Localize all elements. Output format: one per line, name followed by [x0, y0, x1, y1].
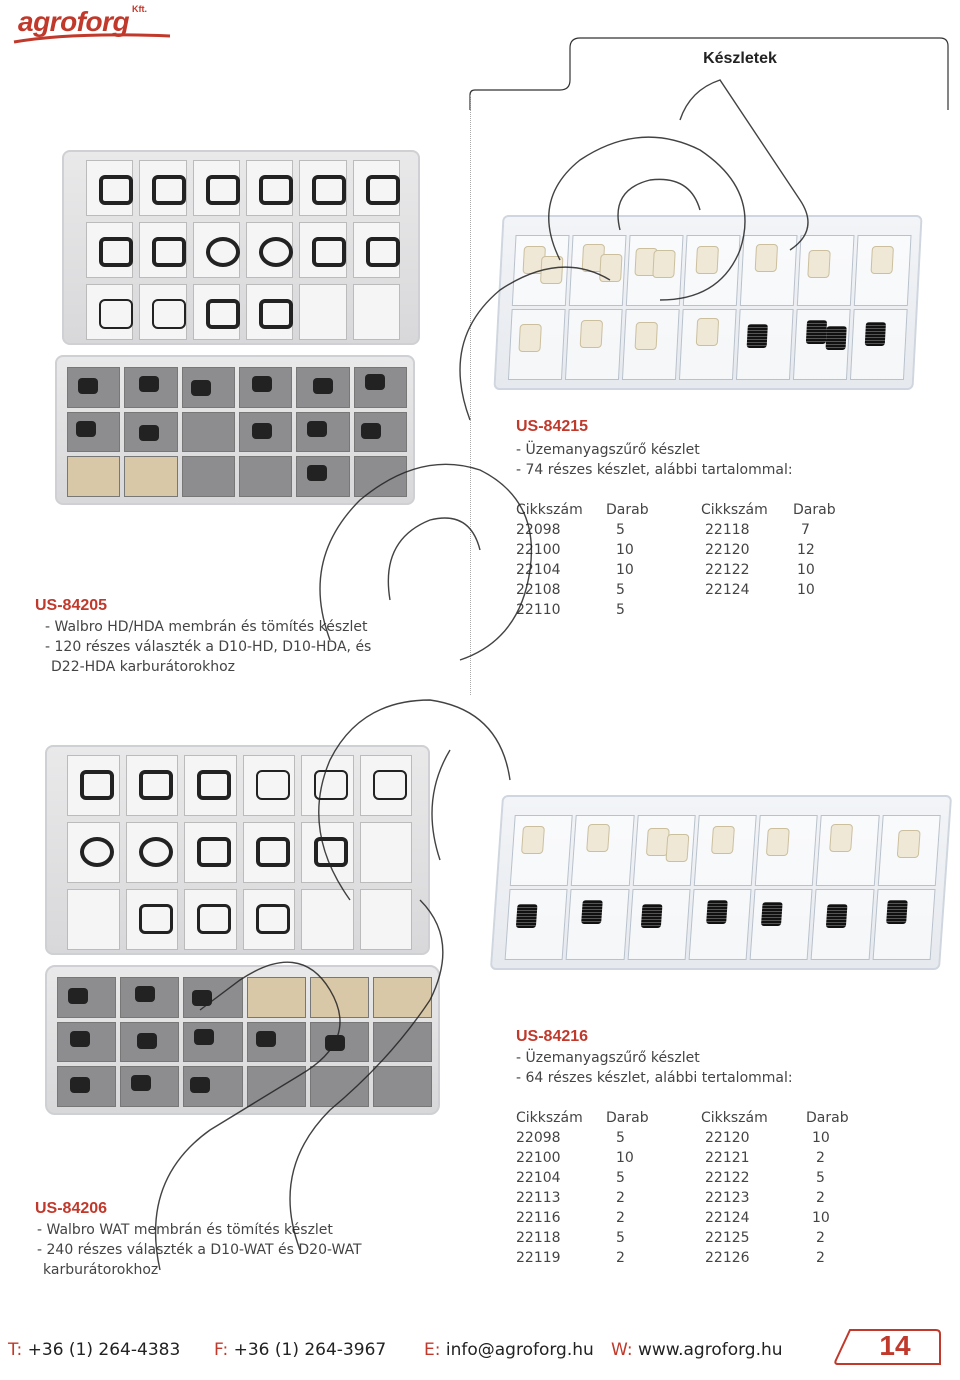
description-line: - Üzemanyagszűrő készlet [516, 442, 700, 458]
web-key: W: [611, 1340, 633, 1360]
table-cell: 2 [616, 1250, 625, 1266]
table-cell: 2 [816, 1230, 825, 1246]
fuel-filter-kit-64-photo [490, 795, 952, 970]
table-row [516, 1128, 866, 1148]
gasket-card [139, 222, 186, 278]
table-cell: 10 [812, 1130, 830, 1146]
table-cell: 22100 [516, 542, 561, 558]
product-description [35, 1220, 362, 1280]
email-key: E: [424, 1340, 441, 1360]
fax-value: +36 (1) 264-3967 [233, 1340, 387, 1360]
gasket-card [299, 160, 346, 216]
column-header: Cikkszám [701, 502, 768, 518]
column-divider [470, 95, 471, 695]
table-cell: 22122 [705, 1170, 750, 1186]
product-code: US-84216 [516, 1028, 589, 1045]
table-cell: 22119 [516, 1250, 561, 1266]
description-line: - 240 részes választék a D10-WAT és D20-WAT [37, 1242, 362, 1258]
gasket-card [353, 222, 400, 278]
table-cell: 5 [616, 1130, 625, 1146]
gasket-card [139, 160, 186, 216]
table-row [516, 560, 853, 580]
footer-phone [8, 1340, 180, 1360]
gasket-card [299, 222, 346, 278]
table-row [516, 600, 853, 620]
gasket-card [299, 284, 346, 340]
description-line: - Üzemanyagszűrő készlet [516, 1050, 700, 1066]
gasket-card [246, 222, 293, 278]
brand-name: agroforg [18, 6, 130, 37]
product-code: US-84215 [516, 418, 589, 435]
table-cell: 10 [812, 1210, 830, 1226]
table-cell: 10 [616, 1150, 634, 1166]
description-line: karburátorokhoz [43, 1262, 159, 1278]
table-cell: 22110 [516, 602, 561, 618]
brand-suffix: Kft. [132, 4, 147, 14]
column-header: Cikkszám [516, 502, 583, 518]
gasket-card [353, 160, 400, 216]
table-cell: 2 [816, 1190, 825, 1206]
table-cell: 22120 [705, 542, 750, 558]
category-tab-frame [0, 0, 960, 110]
column-header: Darab [806, 1110, 849, 1126]
table-cell: 5 [616, 1230, 625, 1246]
table-cell: 10 [616, 562, 634, 578]
product-description [516, 440, 793, 480]
gasket-card [86, 160, 133, 216]
table-cell: 22123 [705, 1190, 750, 1206]
table-cell: 10 [797, 562, 815, 578]
gasket-card [246, 284, 293, 340]
table-cell: 22100 [516, 1150, 561, 1166]
table-cell: 5 [616, 602, 625, 618]
table-cell: 22118 [705, 522, 750, 538]
table-cell: 22124 [705, 582, 750, 598]
table-cell: 5 [616, 582, 625, 598]
gasket-card [139, 284, 186, 340]
column-header: Darab [793, 502, 836, 518]
gasket-card [86, 284, 133, 340]
table-cell: 22124 [705, 1210, 750, 1226]
email-link[interactable]: info@agroforg.hu [445, 1340, 594, 1360]
table-cell: 22122 [705, 562, 750, 578]
wat-gasket-kit-tray-photo [45, 965, 440, 1115]
gasket-card [193, 284, 240, 340]
gasket-kit-lid-photo [62, 150, 420, 345]
description-line: D22-HDA karburátorokhoz [51, 659, 235, 675]
description-line: - 120 részes választék a D10-HD, D10-HDA, és [45, 639, 372, 655]
table-cell: 12 [797, 542, 815, 558]
table-cell: 22113 [516, 1190, 561, 1206]
table-header-row [516, 1108, 866, 1128]
product-code: US-84205 [35, 597, 108, 614]
page-number: 14 [879, 1330, 911, 1361]
column-header: Cikkszám [516, 1110, 583, 1126]
gasket-card [353, 284, 400, 340]
product-description [35, 617, 371, 677]
footer-web [611, 1340, 783, 1360]
gasket-card [193, 160, 240, 216]
table-cell [793, 600, 853, 620]
table-row [516, 580, 853, 600]
table-cell: 22125 [705, 1230, 750, 1246]
gasket-card [193, 222, 240, 278]
table-cell: 22108 [516, 582, 561, 598]
table-cell: 22120 [705, 1130, 750, 1146]
description-line: - 64 részes készlet, alábbi tertalommal: [516, 1070, 793, 1086]
table-cell: 5 [616, 522, 625, 538]
table-row [516, 540, 853, 560]
table-cell: 22098 [516, 522, 561, 538]
gasket-kit-tray-photo [55, 355, 415, 505]
table-cell: 10 [616, 542, 634, 558]
table-cell: 5 [816, 1170, 825, 1186]
table-cell: 2 [616, 1210, 625, 1226]
table-row [516, 1188, 866, 1208]
table-row [516, 1248, 866, 1268]
table-cell: 22118 [516, 1230, 561, 1246]
table-row [516, 520, 853, 540]
table-cell: 2 [816, 1150, 825, 1166]
table-cell [701, 600, 793, 620]
table-cell: 10 [797, 582, 815, 598]
table-row [516, 1208, 866, 1228]
footer-email [424, 1340, 594, 1360]
table-cell: 22116 [516, 1210, 561, 1226]
description-line: - 74 részes készlet, alábbi tartalommal: [516, 462, 793, 478]
table-cell: 22104 [516, 1170, 561, 1186]
web-link[interactable]: www.agroforg.hu [637, 1340, 783, 1360]
table-cell: 22104 [516, 562, 561, 578]
parts-table [516, 1108, 866, 1268]
fax-key: F: [214, 1340, 229, 1360]
wat-gasket-kit-lid-photo [45, 745, 430, 955]
table-header-row [516, 500, 853, 520]
table-cell: 22126 [705, 1250, 750, 1266]
table-row [516, 1148, 866, 1168]
table-cell: 7 [801, 522, 810, 538]
table-row [516, 1168, 866, 1188]
gasket-card [246, 160, 293, 216]
phone-value[interactable]: +36 (1) 264-4383 [27, 1340, 181, 1360]
table-cell: 22121 [705, 1150, 750, 1166]
product-code: US-84206 [35, 1200, 108, 1217]
category-title: Készletek [703, 50, 777, 67]
table-cell: 2 [616, 1190, 625, 1206]
description-line: - Walbro HD/HDA membrán és tömítés készlet [45, 619, 368, 635]
fuel-filter-kit-photo [493, 215, 922, 390]
phone-key: T: [8, 1340, 23, 1360]
product-description [516, 1048, 793, 1088]
footer-fax [214, 1340, 386, 1360]
table-row [516, 1228, 866, 1248]
column-header: Darab [606, 502, 649, 518]
parts-table [516, 500, 853, 620]
table-cell: 22098 [516, 1130, 561, 1146]
table-cell: 5 [616, 1170, 625, 1186]
column-header: Darab [606, 1110, 649, 1126]
table-cell: 2 [816, 1250, 825, 1266]
footer-contacts [0, 1330, 960, 1370]
gasket-card [86, 222, 133, 278]
description-line: - Walbro WAT membrán és tömítés készlet [37, 1222, 333, 1238]
column-header: Cikkszám [701, 1110, 768, 1126]
